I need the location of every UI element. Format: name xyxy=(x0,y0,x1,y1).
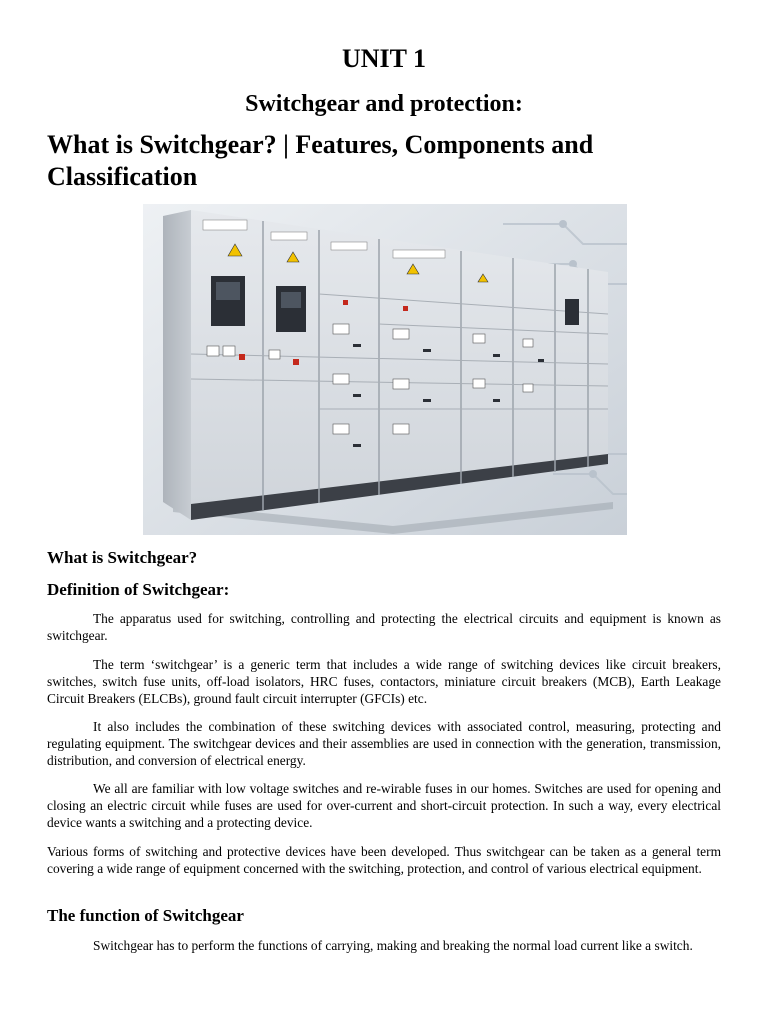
page-title: What is Switchgear? | Features, Components and Classification xyxy=(47,130,594,191)
section-heading-function: The function of Switchgear xyxy=(47,906,244,925)
switchgear-illustration xyxy=(143,204,627,535)
paragraph: The apparatus used for switching, controlling and protecting the electrical circuits and equipment is known as switchgear. xyxy=(47,611,721,643)
paragraph: Switchgear has to perform the functions of carrying, making and breaking the normal load current like a switch. xyxy=(93,938,693,953)
unit-title: UNIT 1 xyxy=(341,44,427,73)
paragraph: The term ‘switchgear’ is a generic term that includes a wide range of switching devices like circuit breakers, switches, switch fuse units, off-load isolators, HRC fuses, contactors, miniature circuit breakers (MCB), Earth Leakage Circuit Breakers (ELCBs), ground fault circuit interrupter (GFCIs) etc. xyxy=(47,657,721,706)
section-heading-definition: Definition of Switchgear: xyxy=(47,580,230,599)
paragraph: Various forms of switching and protective devices have been developed. Thus switchgear can be taken as a general term covering a wide range of equipment concerned with the switching, protection, and control of various electrical equipment. xyxy=(47,844,721,876)
paragraph: We all are familiar with low voltage switches and re-wirable fuses in our homes. Switches are used for opening and closing an electric circuit while fuses are used for over-current and short-circuit protection. In such a way, every electrical device wants a switching and a protecting device. xyxy=(47,781,721,830)
document-subtitle: Switchgear and protection: xyxy=(245,91,523,117)
switchgear-image xyxy=(143,204,627,535)
section-heading-what-is: What is Switchgear? xyxy=(47,548,198,567)
paragraph: It also includes the combination of these switching devices with associated control, measuring, protecting and regulating equipment. The switchgear devices and their assemblies are used in connection with the generation, transmission, distribution, and conversion of electrical energy. xyxy=(47,719,721,768)
